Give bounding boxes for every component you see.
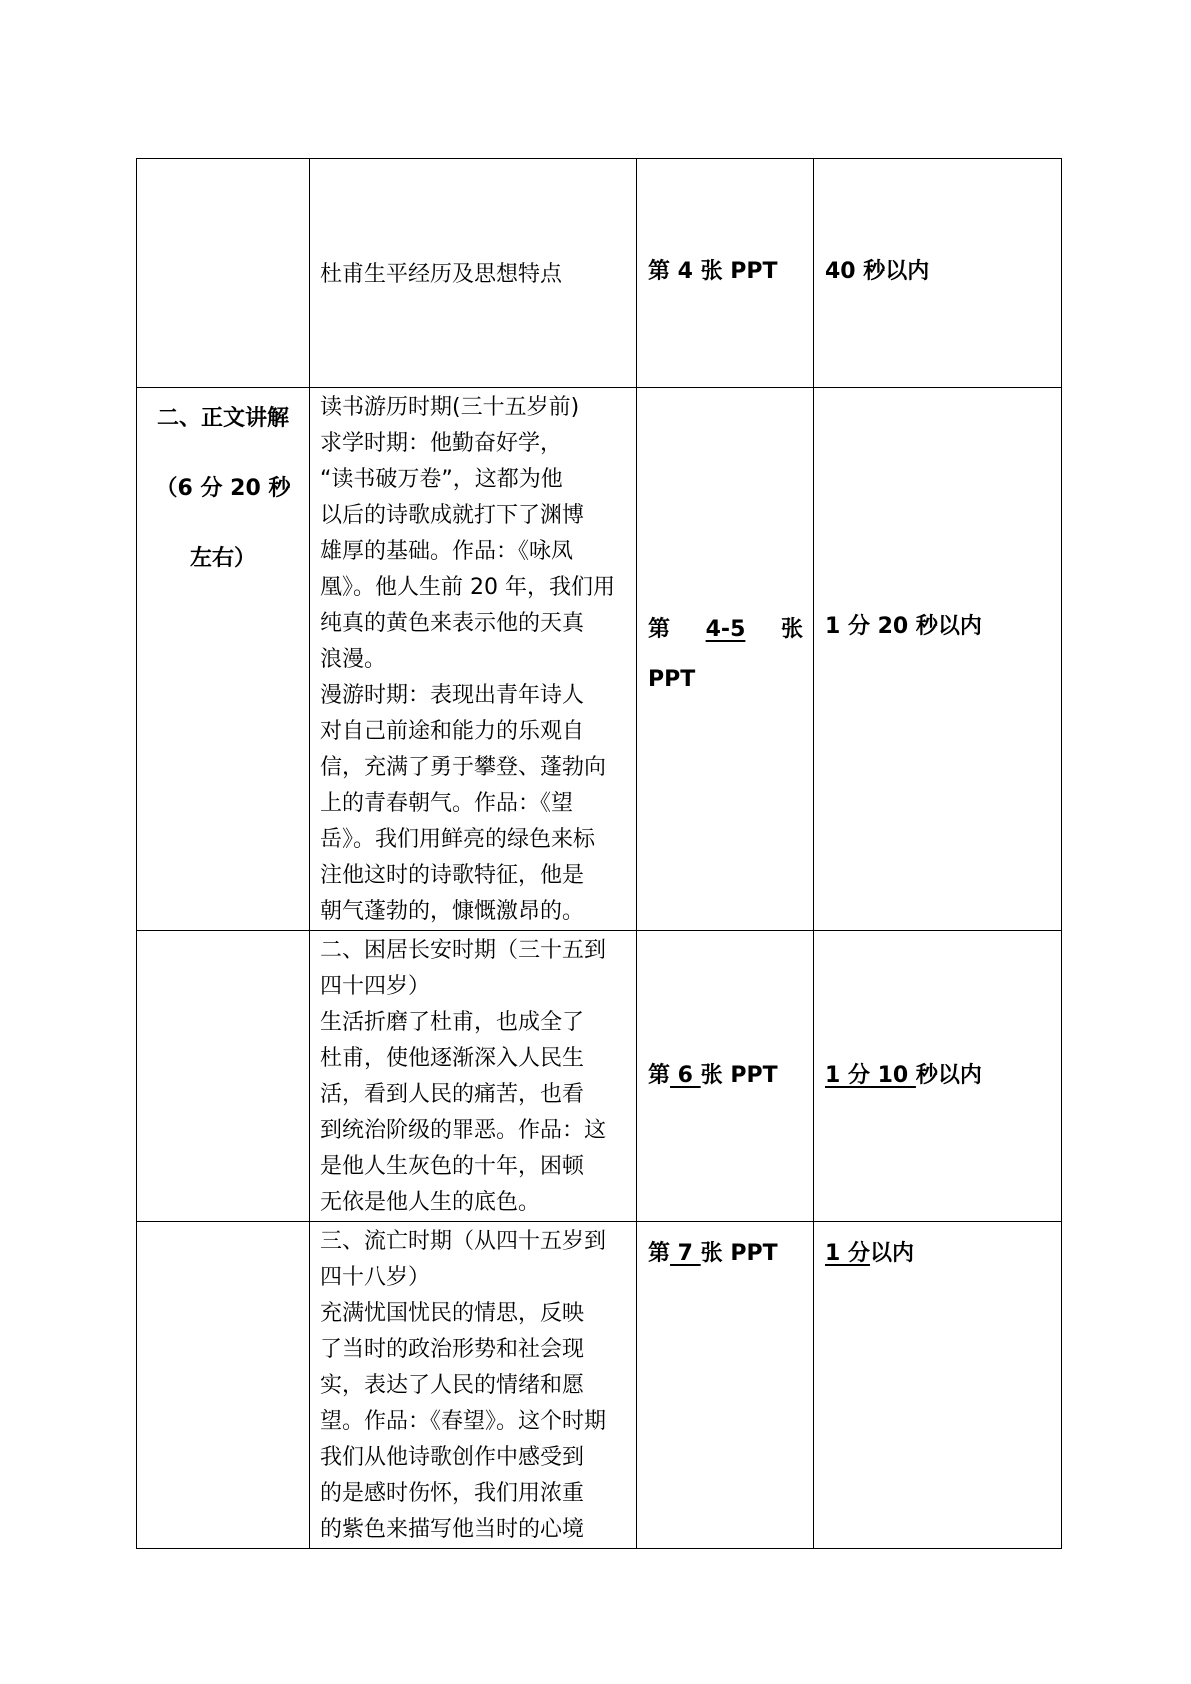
content-cell [310,388,637,931]
time-cell [814,388,1062,931]
section-title-line: 二、正文讲解 [156,406,289,431]
slide-cell [637,159,814,388]
table-row [137,159,1062,388]
content-cell [310,159,637,388]
content-line: 充满忧国忧民的情思，反映 [320,1301,585,1326]
time-cell [814,931,1062,1222]
slide-number: 7 [670,1241,701,1266]
time-limit: 1 分 20 秒以内 [825,614,982,639]
slide-ppt: PPT [648,667,696,692]
content-line: 读书游历时期(三十五岁前) [320,395,580,420]
time-limit-underlined: 1 分 [825,1241,870,1266]
time-cell [814,159,1062,388]
content-line: 生活折磨了杜甫，也成全了 [320,1010,585,1035]
content-line: 注他这时的诗歌特征，他是 [320,863,585,888]
content-line: 四十四岁） [320,974,431,999]
content-line: 到统治阶级的罪恶。作品：这 [320,1118,607,1143]
content-line: 以后的诗歌成就打下了渊博 [320,503,585,528]
content-line: 无依是他人生的底色。 [320,1190,541,1215]
content-line: 浪漫。 [320,647,387,672]
lesson-plan-table [136,158,1062,1549]
time-cell [814,1222,1062,1549]
content-line: 了当时的政治形势和社会现 [320,1337,585,1362]
section-cell [137,931,310,1222]
time-limit: 40 秒以内 [825,259,930,284]
slide-number: 4 [677,259,693,284]
content-cell [310,931,637,1222]
section-title-line: （6 分 20 秒 [155,476,291,501]
section-cell [137,159,310,388]
slide-suffix: 张 [780,617,803,642]
slide-prefix: 第 [648,1241,671,1266]
content-line: 对自己前途和能力的乐观自 [320,719,585,744]
content-line: 信，充满了勇于攀登、蓬勃向 [320,755,607,780]
content-line: 雄厚的基础。作品：《咏凤 [320,539,574,564]
content-line: 实，表达了人民的情绪和愿 [320,1373,585,1398]
content-line: 望。作品：《春望》。这个时期 [320,1409,607,1434]
slide-suffix: 张 PPT [700,1063,778,1088]
content-line: 三、流亡时期（从四十五岁到 [320,1229,607,1254]
slide-prefix: 第 [648,259,678,284]
table-row [137,931,1062,1222]
content-line: 我们从他诗歌创作中感受到 [320,1445,585,1470]
time-limit-rest: 秒以内 [915,1063,982,1088]
section-cell [137,388,310,931]
slide-number: 6 [670,1063,701,1088]
slide-prefix: 第 [648,617,671,642]
content-line: 杜甫生平经历及思想特点 [320,262,563,287]
slide-number: 4-5 [705,617,746,642]
content-line: 朝气蓬勃的，慷慨激昂的。 [320,899,585,924]
content-line: 活，看到人民的痛苦，也看 [320,1082,585,1107]
slide-suffix: 张 PPT [700,1241,778,1266]
time-limit-rest: 以内 [869,1241,914,1266]
slide-prefix: 第 [648,1063,671,1088]
content-line: 求学时期：他勤奋好学， [320,431,563,456]
table-row [137,1222,1062,1549]
slide-cell [637,931,814,1222]
time-limit-underlined: 1 分 10 [825,1063,916,1088]
slide-suffix: 张 PPT [692,259,778,284]
section-title [137,384,309,594]
content-line: 二、困居长安时期（三十五到 [320,938,607,963]
content-line: 漫游时期：表现出青年诗人 [320,683,585,708]
content-line: 是他人生灰色的十年，困顿 [320,1154,585,1179]
table-row [137,388,1062,931]
content-cell [310,1222,637,1549]
content-line: 的紫色来描写他当时的心境 [320,1517,585,1542]
content-line: 杜甫，使他逐渐深入人民生 [320,1046,585,1071]
content-line: 凰》。他人生前 20 年，我们用 [320,575,615,600]
section-title-line: 左右） [189,546,256,571]
section-cell [137,1222,310,1549]
content-line: 上的青春朝气。作品：《望 [320,791,574,816]
content-line: 四十八岁） [320,1265,431,1290]
slide-cell [637,388,814,931]
content-line: 岳》。我们用鲜亮的绿色来标 [320,827,596,852]
slide-cell [637,1222,814,1549]
content-line: 纯真的黄色来表示他的天真 [320,611,585,636]
content-line: 的是感时伤怀，我们用浓重 [320,1481,585,1506]
content-line: “读书破万卷”，这都为他 [320,467,563,492]
